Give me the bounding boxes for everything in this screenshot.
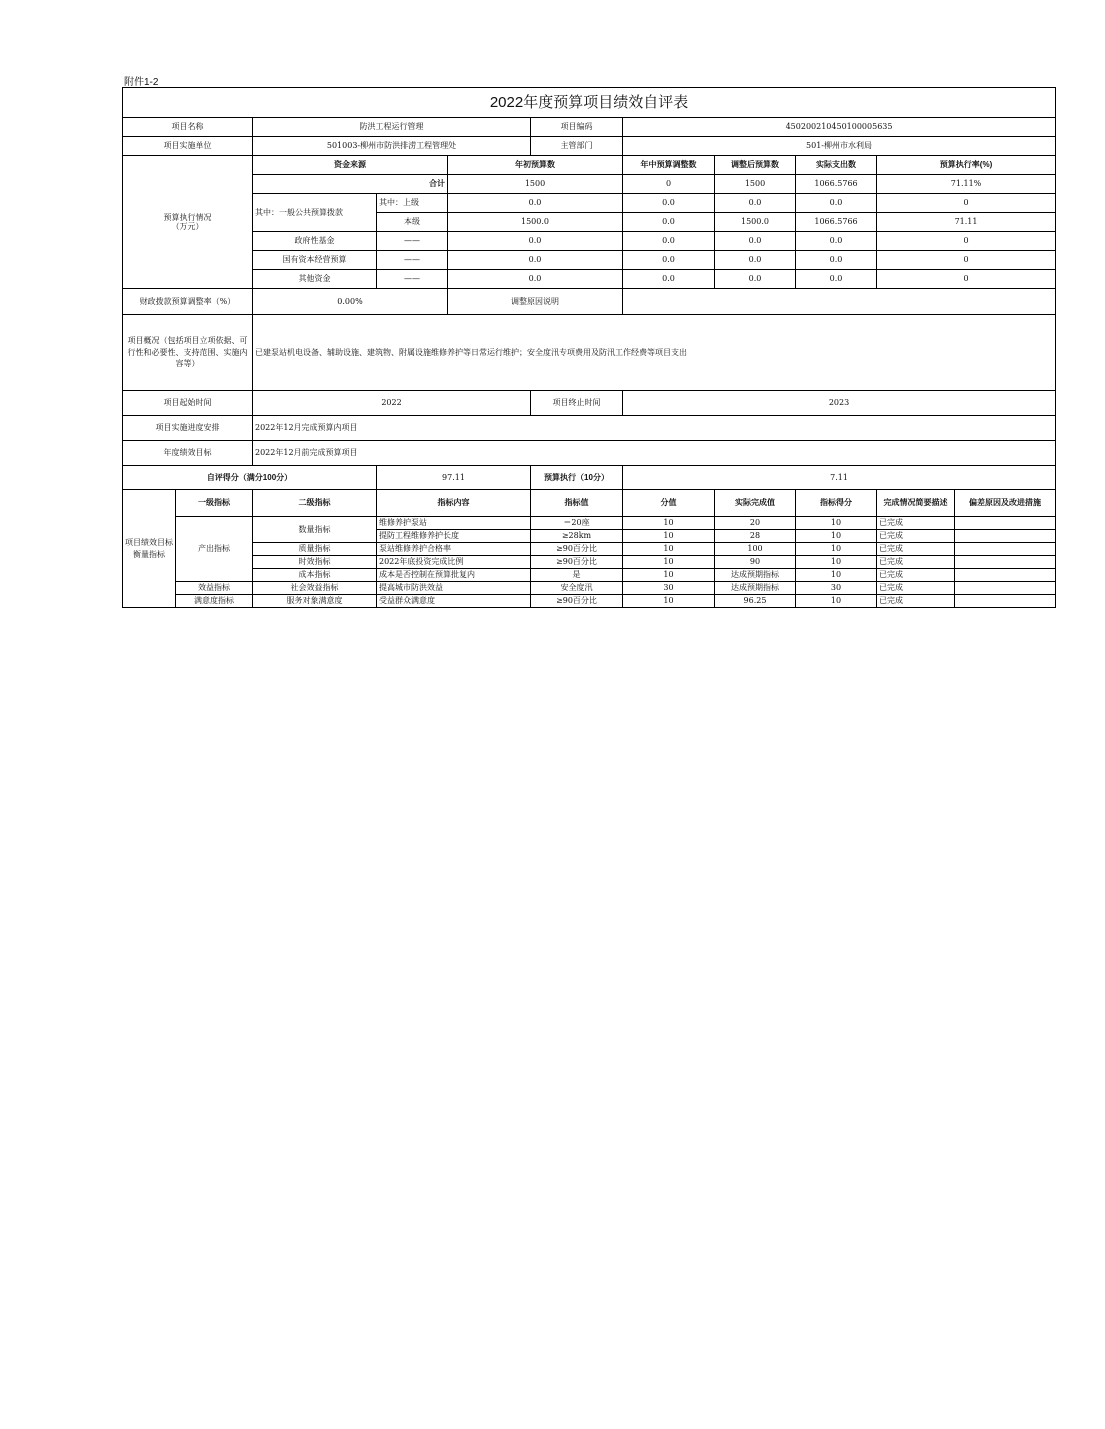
indicator-target: 安全度汛: [531, 582, 623, 595]
indicator-status: 已完成: [877, 543, 955, 556]
gov-fund-actual: 0.0: [796, 232, 877, 251]
adjust-reason-label: 调整原因说明: [448, 289, 623, 315]
indicator-content: 受益群众满意度: [377, 595, 531, 608]
unit-value: 501003-柳州市防洪排涝工程管理处: [253, 137, 531, 156]
state-capital-adjusted: 0.0: [715, 251, 796, 270]
indicator-status: 已完成: [877, 569, 955, 582]
budget-header-rate: 预算执行率(%): [877, 156, 1056, 175]
indicator-score: 10: [796, 517, 877, 530]
indicator-target: ≥28km: [531, 530, 623, 543]
attachment-label: 附件1-2: [124, 77, 159, 88]
budget-header-initial: 年初预算数: [448, 156, 623, 175]
indicator-content: 泵站维修养护合格率: [377, 543, 531, 556]
indicator-note: [955, 543, 1056, 556]
indicator-level2: 社会效益指标: [253, 582, 377, 595]
local-adjusted: 1500.0: [715, 213, 796, 232]
indicator-target: ≥90百分比: [531, 595, 623, 608]
upper-initial: 0.0: [448, 194, 623, 213]
budget-total-initial: 1500: [448, 175, 623, 194]
budget-header-adjust: 年中预算调整数: [623, 156, 715, 175]
indicator-header-status: 完成情况简要描述: [877, 490, 955, 517]
indicator-target: 是: [531, 569, 623, 582]
indicator-weight: 10: [623, 569, 715, 582]
indicator-status: 已完成: [877, 517, 955, 530]
indicator-target: ＝20座: [531, 517, 623, 530]
state-capital-dash: ——: [377, 251, 448, 270]
indicator-note: [955, 582, 1056, 595]
annual-goal-label: 年度绩效目标: [123, 441, 253, 466]
indicator-level2: 成本指标: [253, 569, 377, 582]
indicator-target: ≥90百分比: [531, 556, 623, 569]
adjust-rate-label: 财政拨款预算调整率（%）: [123, 289, 253, 315]
indicator-header-weight: 分值: [623, 490, 715, 517]
project-name-value: 防洪工程运行管理: [253, 118, 531, 137]
budget-total-adjusted: 1500: [715, 175, 796, 194]
budget-total-adjust: 0: [623, 175, 715, 194]
gov-fund-dash: ——: [377, 232, 448, 251]
budget-header-actual: 实际支出数: [796, 156, 877, 175]
indicator-score: 10: [796, 543, 877, 556]
state-capital-rate: 0: [877, 251, 1056, 270]
exec-score-label: 预算执行（10分）: [531, 466, 623, 490]
dept-value: 501-柳州市水利局: [623, 137, 1056, 156]
other-funds-initial: 0.0: [448, 270, 623, 289]
indicator-weight: 10: [623, 530, 715, 543]
local-rate: 71.11: [877, 213, 1056, 232]
state-capital-adjust: 0.0: [623, 251, 715, 270]
indicator-header-note: 偏差原因及改进措施: [955, 490, 1056, 517]
indicator-note: [955, 595, 1056, 608]
table-title: 2022年度预算项目绩效自评表: [123, 88, 1056, 118]
indicator-content: 维修养护泵站: [377, 517, 531, 530]
indicator-status: 已完成: [877, 530, 955, 543]
project-code-value: 450200210450100005635: [623, 118, 1056, 137]
indicator-actual: 达成预期指标: [715, 582, 796, 595]
other-funds-label: 其他资金: [253, 270, 377, 289]
schedule-label: 项目实施进度安排: [123, 416, 253, 441]
indicator-weight: 10: [623, 595, 715, 608]
budget-total-actual: 1066.5766: [796, 175, 877, 194]
performance-evaluation-table: [122, 87, 1056, 608]
other-funds-adjust: 0.0: [623, 270, 715, 289]
output-indicator-label: 产出指标: [176, 517, 253, 582]
budget-header-source: 资金来源: [253, 156, 448, 175]
indicator-note: [955, 517, 1056, 530]
indicator-actual: 28: [715, 530, 796, 543]
unit-label: 项目实施单位: [123, 137, 253, 156]
indicator-level2: 时效指标: [253, 556, 377, 569]
indicator-note: [955, 556, 1056, 569]
other-funds-dash: ——: [377, 270, 448, 289]
start-time-label: 项目起始时间: [123, 391, 253, 416]
local-actual: 1066.5766: [796, 213, 877, 232]
quantity-indicator-label: 数量指标: [253, 517, 377, 543]
upper-label: 其中：上级: [377, 194, 448, 213]
annual-goal-value: 2022年12月前完成预算项目: [253, 441, 1056, 466]
local-label: 本级: [377, 213, 448, 232]
indicator-content: 提防工程维修养护长度: [377, 530, 531, 543]
self-score-value: 97.11: [377, 466, 531, 490]
project-name-label: 项目名称: [123, 118, 253, 137]
indicator-actual: 90: [715, 556, 796, 569]
state-capital-initial: 0.0: [448, 251, 623, 270]
indicator-header-actual: 实际完成值: [715, 490, 796, 517]
indicator-header-level1: 一级指标: [176, 490, 253, 517]
upper-actual: 0.0: [796, 194, 877, 213]
budget-total-rate: 71.11%: [877, 175, 1056, 194]
indicator-weight: 30: [623, 582, 715, 595]
indicator-score: 10: [796, 556, 877, 569]
indicator-level2: 质量指标: [253, 543, 377, 556]
indicator-note: [955, 530, 1056, 543]
indicator-header-target: 指标值: [531, 490, 623, 517]
indicator-actual: 达成预期指标: [715, 569, 796, 582]
indicator-weight: 10: [623, 556, 715, 569]
start-time-value: 2022: [253, 391, 531, 416]
indicator-header-level2: 二级指标: [253, 490, 377, 517]
gov-fund-adjust: 0.0: [623, 232, 715, 251]
indicator-level2: 服务对象满意度: [253, 595, 377, 608]
indicator-section-label: 项目绩效目标衡量指标: [123, 490, 176, 608]
other-funds-actual: 0.0: [796, 270, 877, 289]
self-score-label: 自评得分（满分100分）: [123, 466, 377, 490]
indicator-content: 成本是否控制在预算批复内: [377, 569, 531, 582]
gov-fund-rate: 0: [877, 232, 1056, 251]
exec-score-value: 7.11: [623, 466, 1056, 490]
indicator-weight: 10: [623, 517, 715, 530]
state-capital-actual: 0.0: [796, 251, 877, 270]
dept-label: 主管部门: [531, 137, 623, 156]
indicator-actual: 100: [715, 543, 796, 556]
local-adjust: 0.0: [623, 213, 715, 232]
upper-adjusted: 0.0: [715, 194, 796, 213]
indicator-level1: 满意度指标: [176, 595, 253, 608]
indicator-actual: 20: [715, 517, 796, 530]
upper-rate: 0: [877, 194, 1056, 213]
indicator-status: 已完成: [877, 595, 955, 608]
indicator-content: 2022年底投资完成比例: [377, 556, 531, 569]
local-initial: 1500.0: [448, 213, 623, 232]
indicator-header-score: 指标得分: [796, 490, 877, 517]
gov-fund-adjusted: 0.0: [715, 232, 796, 251]
state-capital-label: 国有资本经营预算: [253, 251, 377, 270]
budget-total-label: 合计: [253, 175, 448, 194]
indicator-target: ≥90百分比: [531, 543, 623, 556]
gov-fund-initial: 0.0: [448, 232, 623, 251]
overview-value: 已建泵站机电设备、辅助设施、建筑物、附属设施维修养护等日常运行维护；安全度汛专项费用及防汛工作经费等项目支出: [253, 315, 1056, 391]
other-funds-rate: 0: [877, 270, 1056, 289]
budget-section-label: 预算执行情况 （万元）: [123, 156, 253, 289]
indicator-content: 提高城市防洪效益: [377, 582, 531, 595]
indicator-score: 10: [796, 569, 877, 582]
indicator-score: 10: [796, 530, 877, 543]
overview-label: 项目概况（包括项目立项依据、可行性和必要性、支持范围、实施内容等）: [123, 315, 253, 391]
adjust-rate-value: 0.00%: [253, 289, 448, 315]
indicator-status: 已完成: [877, 582, 955, 595]
general-budget-label: 其中：一般公共预算拨款: [253, 194, 377, 232]
schedule-value: 2022年12月完成预算内项目: [253, 416, 1056, 441]
end-time-label: 项目终止时间: [531, 391, 623, 416]
indicator-actual: 96.25: [715, 595, 796, 608]
budget-header-adjusted: 调整后预算数: [715, 156, 796, 175]
indicator-level1: 效益指标: [176, 582, 253, 595]
gov-fund-label: 政府性基金: [253, 232, 377, 251]
upper-adjust: 0.0: [623, 194, 715, 213]
adjust-reason-value: [623, 289, 1056, 315]
indicator-status: 已完成: [877, 556, 955, 569]
indicator-header-content: 指标内容: [377, 490, 531, 517]
indicator-score: 30: [796, 582, 877, 595]
indicator-weight: 10: [623, 543, 715, 556]
other-funds-adjusted: 0.0: [715, 270, 796, 289]
indicator-score: 10: [796, 595, 877, 608]
indicator-note: [955, 569, 1056, 582]
end-time-value: 2023: [623, 391, 1056, 416]
project-code-label: 项目编码: [531, 118, 623, 137]
